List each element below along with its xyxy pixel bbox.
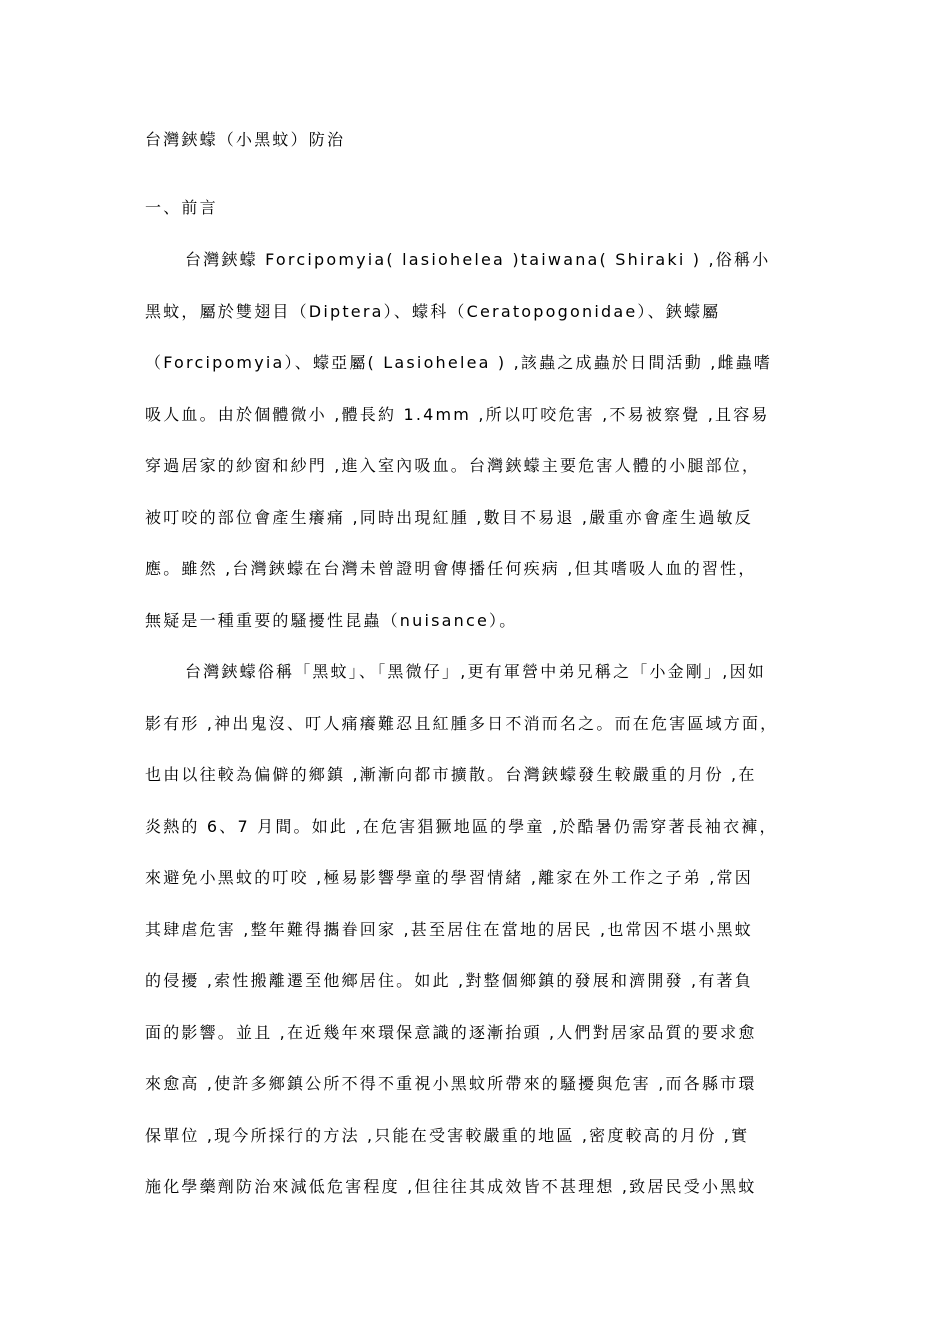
- paragraph-1-line: （Forcipomyia）、蠓亞屬( Lasiohelea ) ,該蟲之成蟲於日間活動 ,雌蟲嗜: [145, 353, 773, 372]
- paragraph-1-line: 吸人血。由於個體微小 ,體長約 1.4mm ,所以叮咬危害 ,不易被察覺 ,且容易: [145, 404, 770, 424]
- paragraph-2-line: 也由以往較為偏僻的鄉鎮 ,漸漸向都市擴散。台灣鋏蠓發生較嚴重的月份 ,在: [145, 765, 757, 784]
- paragraph-1-line: 黑蚊，屬於雙翅目（Diptera）、蠓科（Ceratopogonidae）、鋏蠓屬: [145, 301, 721, 321]
- paragraph-2-line: 施化學藥劑防治來減低危害程度 ,但往往其成效皆不甚理想 ,致居民受小黑蚊: [145, 1177, 757, 1196]
- paragraph-1-line: 台灣鋏蠓 Forcipomyia( lasiohelea )taiwana( Shiraki ) ,俗稱小: [185, 250, 771, 269]
- paragraph-2-line: 的侵擾 ,索性搬離遷至他鄉居住。如此 ,對整個鄉鎮的發展和濟開發 ,有著負: [145, 971, 753, 990]
- paragraph-1-line: 被叮咬的部位會產生癢痛 ,同時出現紅腫 ,數目不易退 ,嚴重亦會產生過敏反: [145, 507, 753, 527]
- paragraph-2-line: 其肆虐危害 ,整年難得攜眷回家 ,甚至居住在當地的居民 ,也常因不堪小黑蚊: [145, 919, 753, 939]
- paragraph-2-line: 台灣鋏蠓俗稱「黑蚊」、「黑微仔」,更有軍營中弟兄稱之「小金剛」,因如: [185, 662, 766, 681]
- paragraph-2-line: 面的影響。並且 ,在近幾年來環保意識的逐漸抬頭 ,人們對居家品質的要求愈: [145, 1022, 757, 1042]
- document-title: 台灣鋏蠓（小黑蚊）防治: [145, 130, 346, 149]
- paragraph-2-line: 炎熱的 6、7 月間。如此 ,在危害猖獗地區的學童 ,於酷暑仍需穿著長袖衣褲，: [145, 816, 778, 836]
- section-heading-introduction: 一、前言: [145, 198, 218, 217]
- paragraph-1-line: 無疑是一種重要的騷擾性昆蟲（nuisance）。: [145, 610, 518, 630]
- paragraph-2-line: 來避免小黑蚊的叮咬 ,極易影響學童的學習情緒 ,離家在外工作之子弟 ,常因: [145, 868, 753, 887]
- paragraph-1-line: 穿過居家的紗窗和紗門 ,進入室內吸血。台灣鋏蠓主要危害人體的小腿部位，: [145, 456, 761, 475]
- paragraph-1-line: 應。雖然 ,台灣鋏蠓在台灣未曾證明會傳播任何疾病 ,但其嗜吸人血的習性，: [145, 559, 757, 578]
- paragraph-2-line: 保單位 ,現今所採行的方法 ,只能在受害較嚴重的地區 ,密度較高的月份 ,實: [145, 1125, 750, 1145]
- paragraph-2-line: 影有形 ,神出鬼沒、叮人痛癢難忍且紅腫多日不消而名之。而在危害區域方面，: [145, 713, 779, 733]
- body-text: [145, 245, 825, 1224]
- paragraph-2-line: 來愈高 ,使許多鄉鎮公所不得不重視小黑蚊所帶來的騷擾與危害 ,而各縣市環: [145, 1074, 757, 1093]
